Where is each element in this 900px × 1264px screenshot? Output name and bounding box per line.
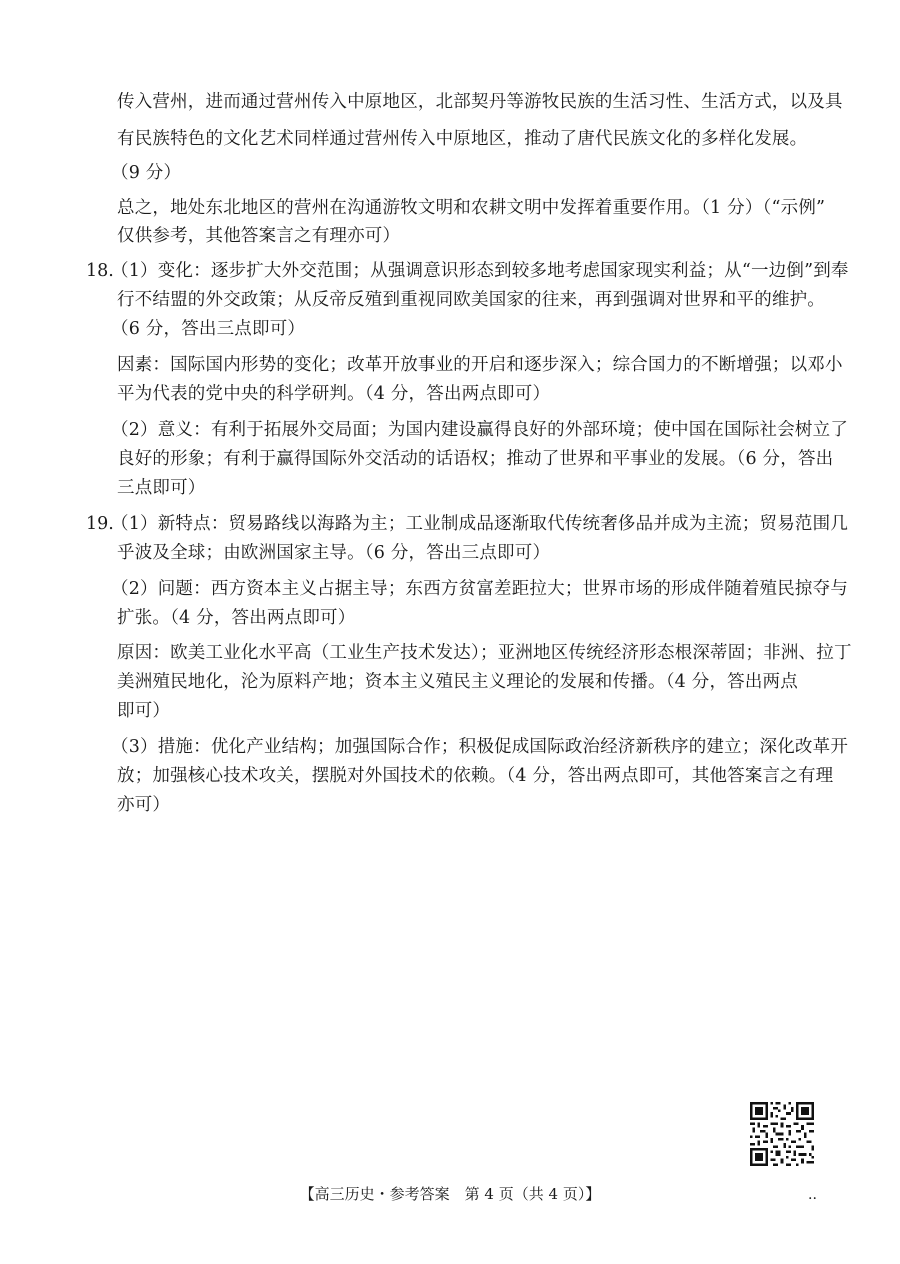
text-line: 传入营州，进而通过营州传入中原地区，北部契丹等游牧民族的生活习性、生活方式，以及具 xyxy=(117,92,843,112)
text-line: 平为代表的党中央的科学研判。（4 分，答出两点即可） xyxy=(117,384,551,404)
text-line: 扩张。（4 分，答出两点即可） xyxy=(117,608,356,628)
text-line: （1）新特点：贸易路线以海路为主；工业制成品逐渐取代传统奢侈品并成为主流；贸易范围几 xyxy=(111,514,849,534)
text-line: 三点即可） xyxy=(117,478,206,498)
text-line: （9 分） xyxy=(111,163,182,183)
text-line: （2）问题：西方资本主义占据主导；东西方贫富差距拉大；世界市场的形成伴随着殖民掠夺与 xyxy=(111,579,849,599)
text-line: 总之，地处东北地区的营州在沟通游牧文明和农耕文明中发挥着重要作用。（1 分）（“示例” xyxy=(117,198,826,218)
text-line: 乎波及全球；由欧洲国家主导。（6 分，答出三点即可） xyxy=(117,543,551,563)
text-line: 亦可） xyxy=(117,795,171,815)
page-footer: 【高三历史・参考答案 第 4 页（共 4 页）】 xyxy=(299,1185,601,1203)
text-line: 即可） xyxy=(117,701,171,721)
text-line: （2）意义：有利于拓展外交局面；为国内建设赢得良好的外部环境；使中国在国际社会树立了 xyxy=(111,420,849,440)
text-line: 良好的形象；有利于赢得国际外交活动的话语权；推动了世界和平事业的发展。（6 分，答出 xyxy=(117,449,834,469)
question-number: 19. xyxy=(86,514,114,534)
qr-code-icon xyxy=(750,1102,814,1166)
text-line: 放；加强核心技术攻关，摆脱对外国技术的依赖。（4 分，答出两点即可，其他答案言之有理 xyxy=(117,766,834,786)
text-line: （6 分，答出三点即可） xyxy=(111,319,306,339)
footer-dots: .. xyxy=(808,1187,817,1203)
question-number: 18. xyxy=(86,261,114,281)
text-line: （1）变化：逐步扩大外交范围；从强调意识形态到较多地考虑国家现实利益；从“一边倒”到奉 xyxy=(111,261,849,281)
text-line: 美洲殖民地化，沦为原料产地；资本主义殖民主义理论的发展和传播。（4 分，答出两点 xyxy=(117,672,798,692)
text-line: 行不结盟的外交政策；从反帝反殖到重视同欧美国家的往来，再到强调对世界和平的维护。 xyxy=(117,290,825,310)
text-line: 因素：国际国内形势的变化；改革开放事业的开启和逐步深入；综合国力的不断增强；以邓小 xyxy=(117,355,843,375)
text-line: 有民族特色的文化艺术同样通过营州传入中原地区，推动了唐代民族文化的多样化发展。 xyxy=(117,129,808,149)
text-line: 仅供参考，其他答案言之有理亦可） xyxy=(117,226,401,246)
text-line: 原因：欧美工业化水平高（工业生产技术发达）；亚洲地区传统经济形态根深蒂固；非洲、拉丁 xyxy=(117,643,852,663)
text-line: （3）措施：优化产业结构；加强国际合作；积极促成国际政治经济新秩序的建立；深化改革开 xyxy=(111,737,849,757)
